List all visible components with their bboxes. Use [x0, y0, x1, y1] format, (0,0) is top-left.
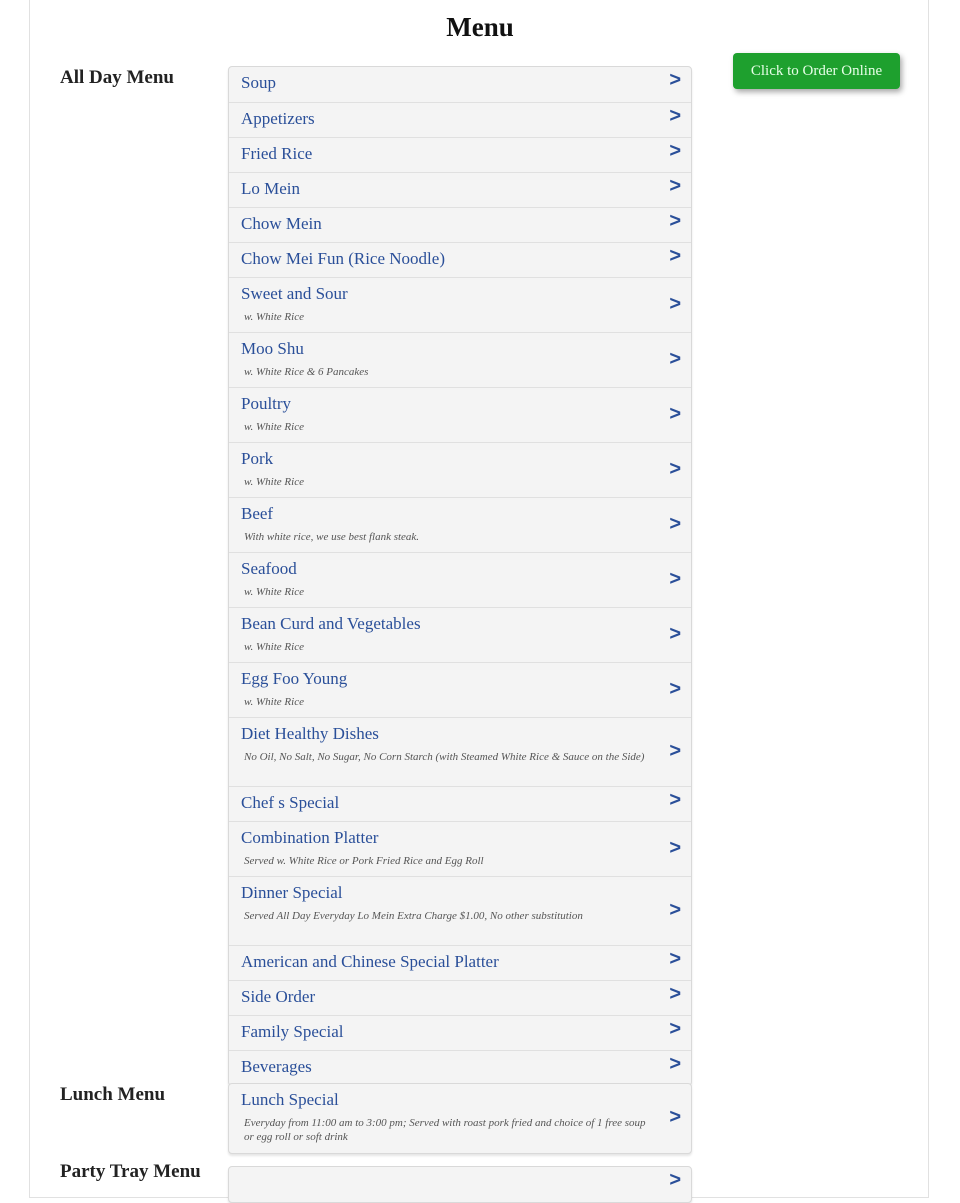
- chevron-right-icon: >: [669, 458, 681, 480]
- menu-category-title: Egg Foo Young: [241, 669, 348, 688]
- page-title: Menu: [446, 12, 514, 42]
- menu-category-description: w. White Rice: [244, 586, 304, 598]
- menu-category-pork[interactable]: [229, 442, 691, 497]
- menu-category-sweet-and-sour[interactable]: [229, 277, 691, 332]
- menu-category-poultry[interactable]: [229, 387, 691, 442]
- menu-category-dinner-special[interactable]: [229, 876, 691, 945]
- order-online-button[interactable]: Click to Order Online: [733, 53, 900, 89]
- menu-category-list: [228, 1166, 692, 1203]
- menu-category-description: w. White Rice: [244, 476, 304, 488]
- menu-category-title: Sweet and Sour: [241, 284, 348, 303]
- menu-category-description: w. White Rice: [244, 311, 304, 323]
- menu-category-description: w. White Rice: [244, 421, 304, 433]
- menu-category-title: Beverages: [241, 1057, 312, 1076]
- chevron-right-icon: >: [669, 740, 681, 762]
- chevron-right-icon: >: [669, 105, 681, 127]
- menu-category-appetizers[interactable]: [229, 102, 691, 137]
- chevron-right-icon: >: [669, 623, 681, 645]
- menu-category-description: Served w. White Rice or Pork Fried Rice and Egg Roll: [244, 855, 484, 867]
- chevron-right-icon: >: [669, 1053, 681, 1075]
- menu-category-beef[interactable]: [229, 497, 691, 552]
- menu-category-lo-mein[interactable]: [229, 172, 691, 207]
- menu-category-description: w. White Rice: [244, 696, 304, 708]
- menu-category-title: Appetizers: [241, 109, 315, 128]
- section-label-lunch-menu: Lunch Menu: [60, 1084, 166, 1105]
- menu-category-title: Bean Curd and Vegetables: [241, 614, 421, 633]
- menu-category-title: Chow Mein: [241, 214, 322, 233]
- menu-category-moo-shu[interactable]: [229, 332, 691, 387]
- chevron-right-icon: >: [669, 789, 681, 811]
- menu-category-seafood[interactable]: [229, 552, 691, 607]
- section-label-party-tray-menu: Party Tray Menu: [60, 1161, 201, 1182]
- menu-category-family-special[interactable]: [229, 1015, 691, 1050]
- menu-category-title: Chow Mei Fun (Rice Noodle): [241, 249, 445, 268]
- chevron-right-icon: >: [669, 1169, 681, 1191]
- menu-category-chow-mein[interactable]: [229, 207, 691, 242]
- menu-category-title: Fried Rice: [241, 144, 313, 163]
- menu-category-title: Poultry: [241, 394, 292, 413]
- chevron-right-icon: >: [669, 568, 681, 590]
- menu-category-description: w. White Rice: [244, 641, 304, 653]
- menu-category-soup[interactable]: [229, 67, 691, 102]
- chevron-right-icon: >: [669, 210, 681, 232]
- chevron-right-icon: >: [669, 948, 681, 970]
- menu-category-fried-rice[interactable]: [229, 137, 691, 172]
- menu-category-side-order[interactable]: [229, 980, 691, 1015]
- menu-category-title: Chef s Special: [241, 793, 340, 812]
- menu-category-beverages[interactable]: [229, 1050, 691, 1085]
- menu-category-title: American and Chinese Special Platter: [241, 952, 499, 971]
- chevron-right-icon: >: [669, 293, 681, 315]
- menu-category-title: Lo Mein: [241, 179, 301, 198]
- chevron-right-icon: >: [669, 175, 681, 197]
- menu-category-description: Everyday from 11:00 am to 3:00 pm; Served with roast pork fried and choice of 1 free soup or egg roll or soft drink: [244, 1117, 646, 1143]
- menu-category-description: Served All Day Everyday Lo Mein Extra Charge $1.00, No other substitution: [244, 910, 583, 922]
- chevron-right-icon: >: [669, 1106, 681, 1128]
- menu-category-item[interactable]: [229, 1167, 691, 1202]
- chevron-right-icon: >: [669, 140, 681, 162]
- menu-category-title: Combination Platter: [241, 828, 379, 847]
- chevron-right-icon: >: [669, 348, 681, 370]
- menu-category-lunch-special[interactable]: [229, 1084, 691, 1153]
- menu-category-title: Diet Healthy Dishes: [241, 724, 379, 743]
- menu-category-title: Pork: [241, 449, 274, 468]
- chevron-right-icon: >: [669, 245, 681, 267]
- chevron-right-icon: >: [669, 837, 681, 859]
- menu-category-bean-curd-and-vegetables[interactable]: [229, 607, 691, 662]
- menu-category-title: Dinner Special: [241, 883, 343, 902]
- menu-category-chef-s-special[interactable]: [229, 786, 691, 821]
- menu-category-description: With white rice, we use best flank steak.: [244, 531, 420, 543]
- menu-category-description: w. White Rice & 6 Pancakes: [244, 366, 369, 378]
- menu-category-title: Lunch Special: [241, 1090, 339, 1109]
- menu-category-title: Family Special: [241, 1022, 344, 1041]
- section-label-all-day-menu: All Day Menu: [60, 67, 174, 88]
- chevron-right-icon: >: [669, 899, 681, 921]
- menu-category-egg-foo-young[interactable]: [229, 662, 691, 717]
- menu-category-description: No Oil, No Salt, No Sugar, No Corn Starch (with Steamed White Rice & Sauce on the Side): [244, 751, 645, 763]
- menu-category-diet-healthy-dishes[interactable]: [229, 717, 691, 786]
- chevron-right-icon: >: [669, 513, 681, 535]
- menu-category-title: Seafood: [241, 559, 297, 578]
- menu-category-combination-platter[interactable]: [229, 821, 691, 876]
- menu-category-chow-mei-fun-rice-noodle[interactable]: [229, 242, 691, 277]
- chevron-right-icon: >: [669, 403, 681, 425]
- chevron-right-icon: >: [669, 983, 681, 1005]
- chevron-right-icon: >: [669, 678, 681, 700]
- menu-category-title: Soup: [241, 73, 276, 92]
- chevron-right-icon: >: [669, 1018, 681, 1040]
- chevron-right-icon: >: [669, 69, 681, 91]
- menu-category-american-and-chinese-special-platter[interactable]: [229, 945, 691, 980]
- menu-category-title: Side Order: [241, 987, 316, 1006]
- menu-category-title: Beef: [241, 504, 274, 523]
- menu-category-title: Moo Shu: [241, 339, 304, 358]
- menu-category-list: [228, 1083, 692, 1154]
- menu-category-list: [228, 66, 692, 1086]
